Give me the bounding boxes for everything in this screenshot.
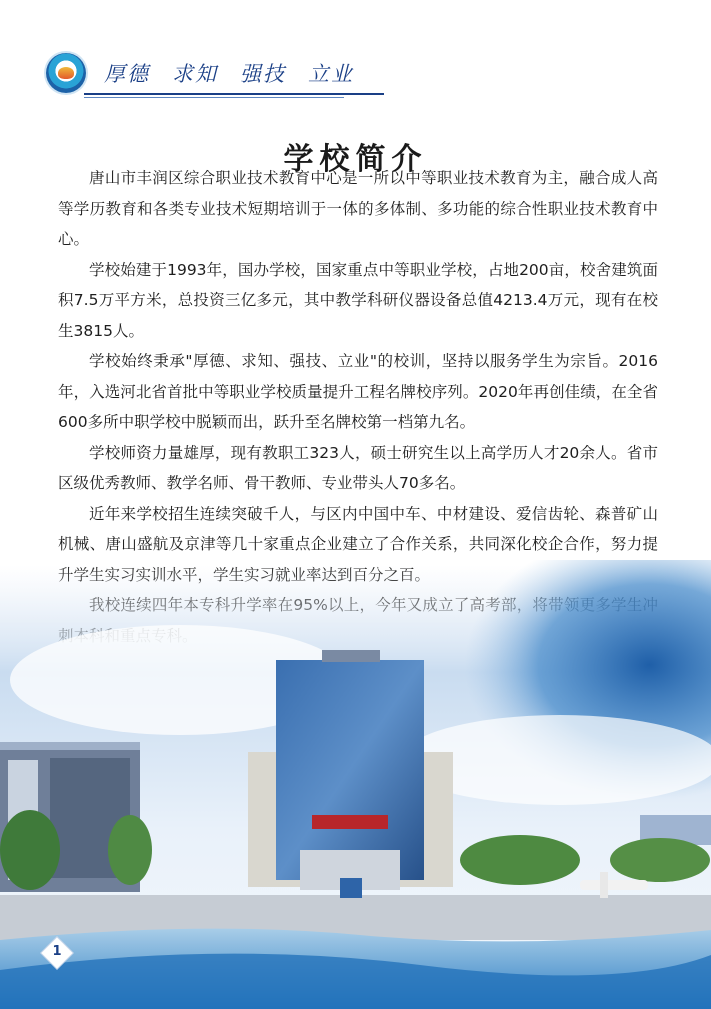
header-divider-thin — [84, 97, 344, 98]
school-emblem-icon — [46, 53, 86, 93]
paragraph: 学校师资力量雄厚，现有教职工323人，硕士研究生以上高学历人才20余人。省市区级优秀教师、教学名师、骨干教师、专业带头人70多名。 — [58, 443, 658, 492]
page-title: 学校简介 — [283, 142, 428, 178]
motto-word: 强技 — [240, 62, 286, 86]
page-number-badge — [46, 942, 68, 964]
page-number: 1 — [52, 944, 62, 959]
campus-photo — [0, 560, 711, 1009]
motto-word: 立业 — [308, 62, 354, 86]
motto-word: 求知 — [172, 62, 218, 86]
paragraph: 唐山市丰润区综合职业技术教育中心是一所以中等职业技术教育为主，融合成人高等学历教育和各类专业技术短期培训于一体的多体制、多功能的综合性职业技术教育中心。 — [58, 169, 658, 248]
paragraph: 近年来学校招生连续突破千人，与区内中国中车、中材建设、爱信齿轮、森普矿山机械、唐山盛航及京津等几十家重点企业建立了合作关系，共同深化校企合作，努力提 — [58, 504, 658, 553]
paragraph: 学校始建于1993年，国办学校，国家重点中等职业学校，占地200亩，校舍建筑面积7.5万平方米，总投资三亿多元，其中教学科研仪器设备总值4213.4万元，现有在校生3815人。 — [58, 260, 658, 340]
school-motto — [104, 58, 376, 88]
motto-word: 厚德 — [104, 62, 150, 86]
paragraph: 学校始终秉承"厚德、求知、强技、立业"的校训，坚持以服务学生为宗旨。2016年，入选河北省首批中等职业学校质量提升工程名牌校序列。2020年再创佳绩，在全省600多所中职学校中脱颖而出，跃升至名牌校第一档第九名。 — [58, 352, 658, 431]
header-divider — [84, 93, 384, 95]
